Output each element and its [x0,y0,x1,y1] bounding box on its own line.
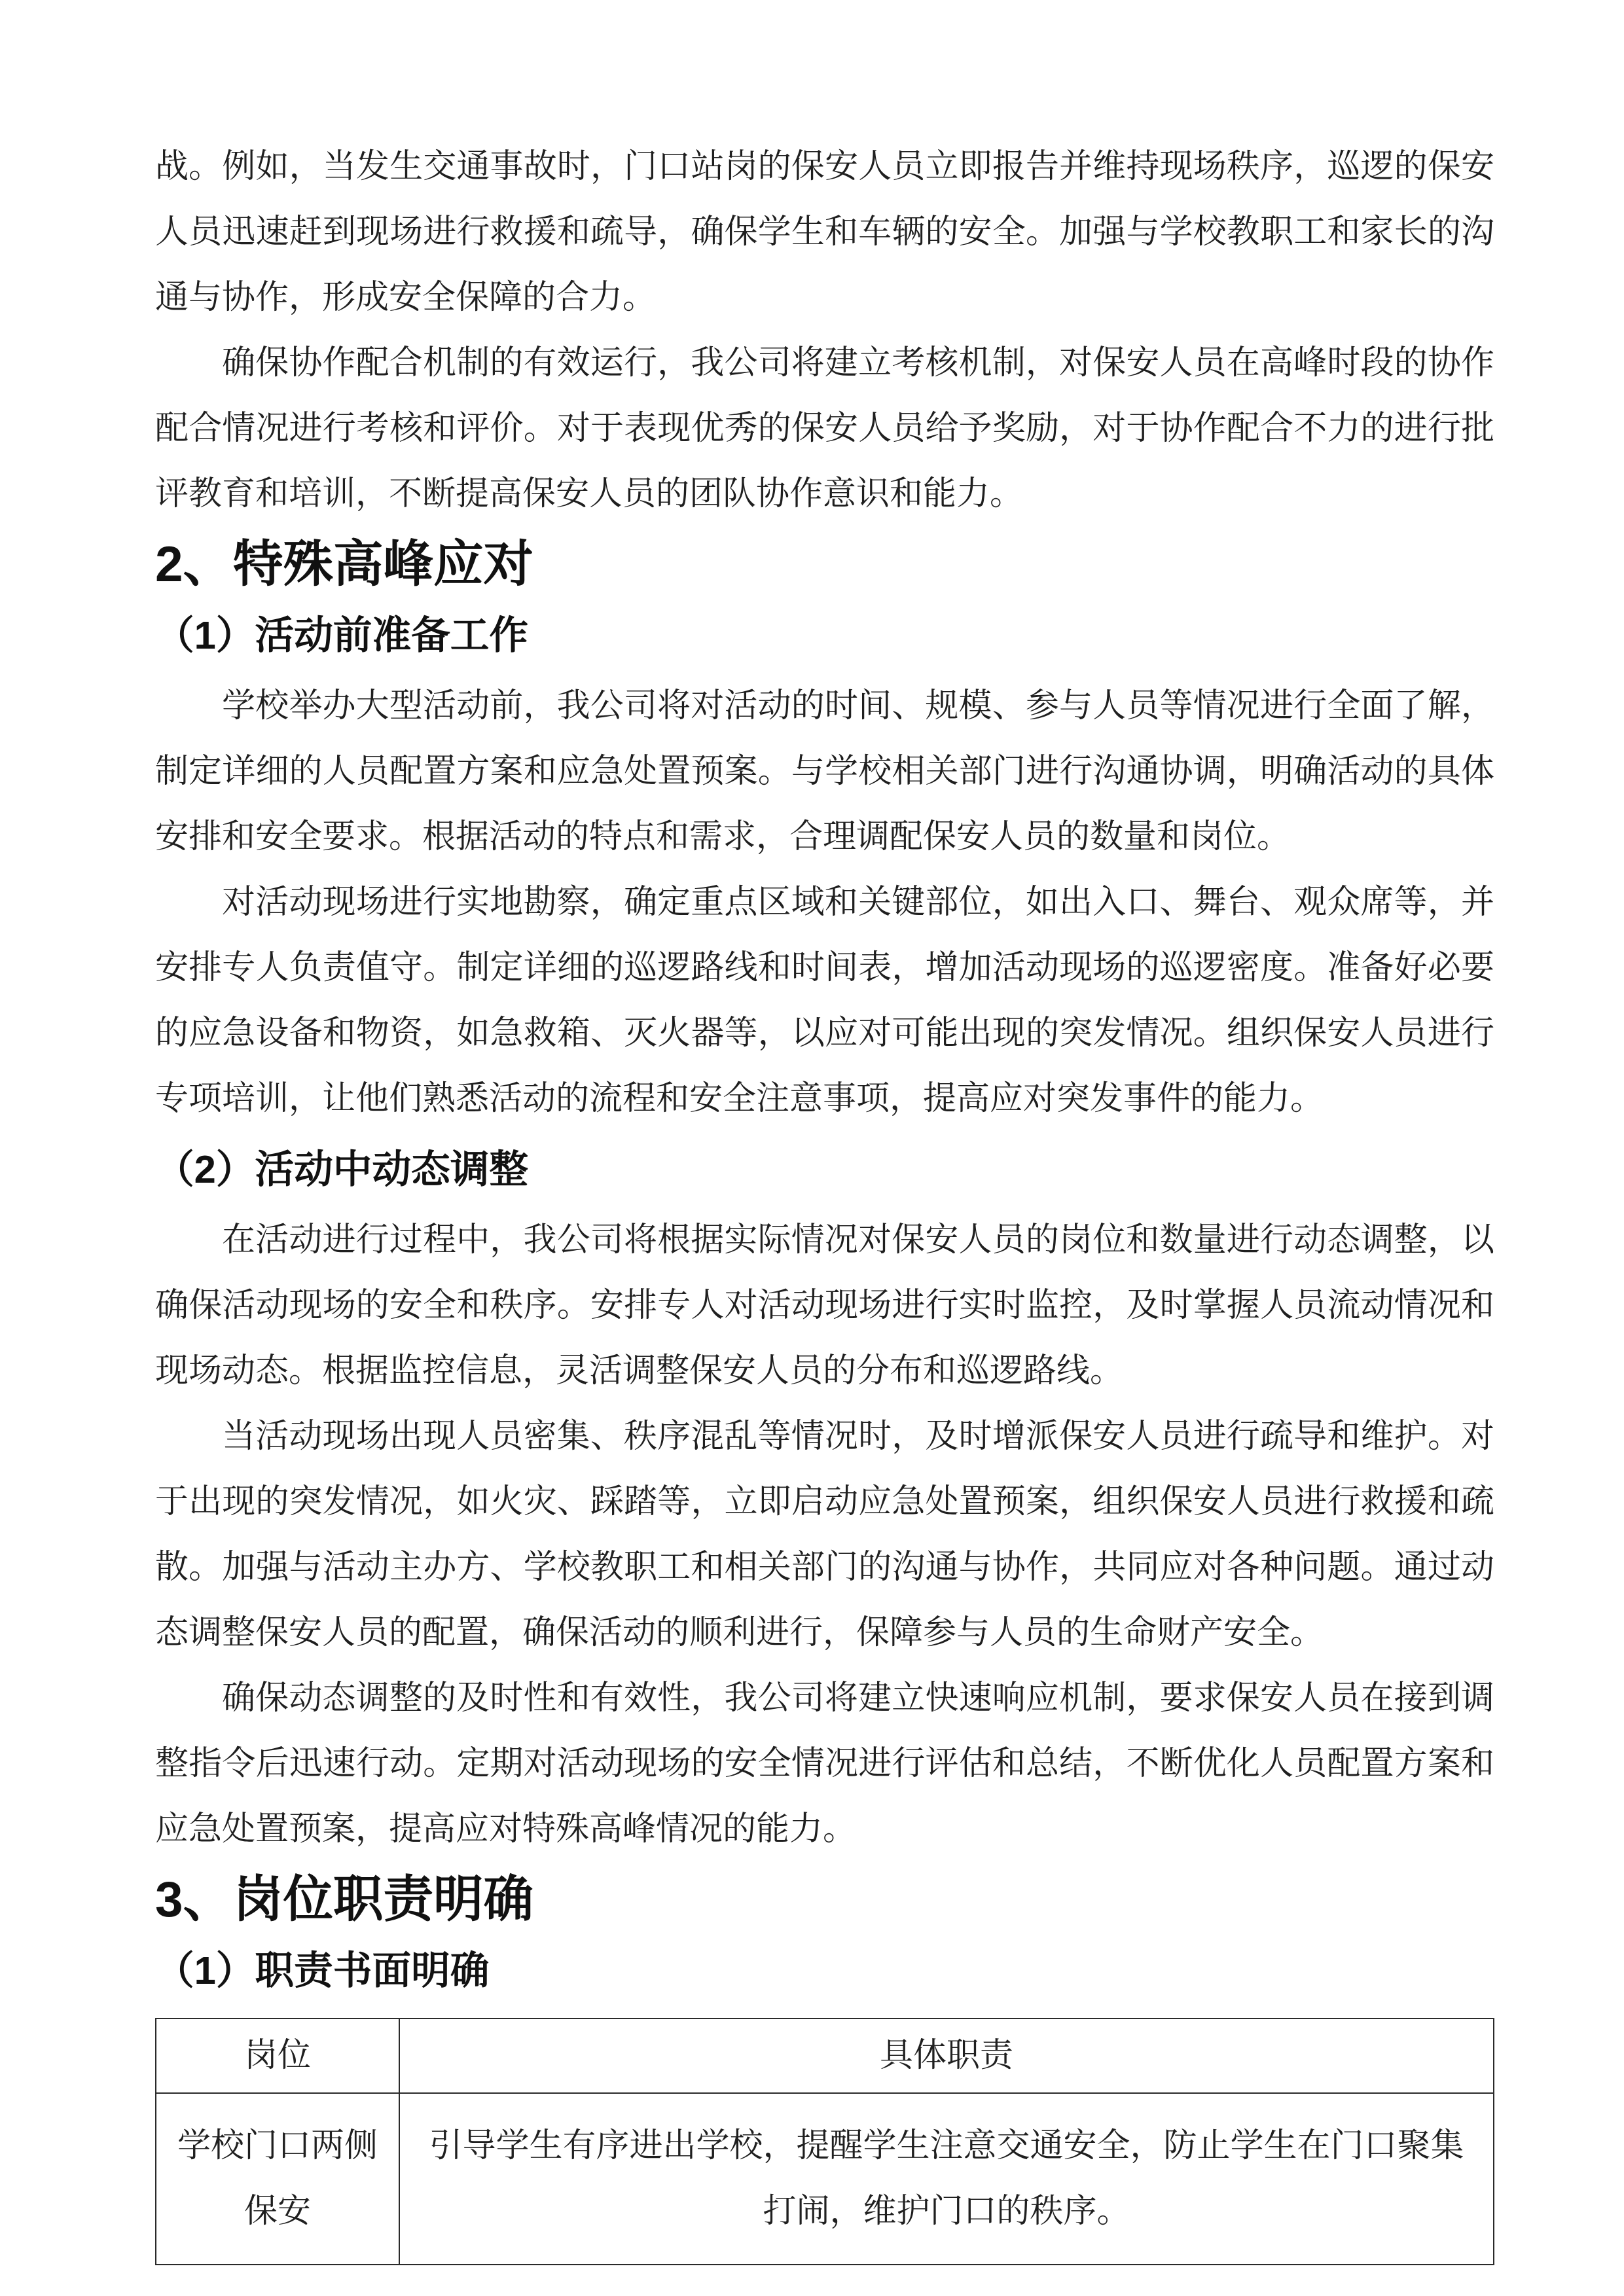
subsection-heading-dynamic-adjust: （2）活动中动态调整 [155,1147,529,1191]
paragraph-continuation: 战。例如，当发生交通事故时，门口站岗的保安人员立即报告并维持现场秩序，巡逻的保安人员迅速赶到现场进行救援和疏导，确保学生和车辆的安全。加强与学校教职工和家长的沟通与协作，形成安全保障的合力。 [155,149,1494,316]
duty-table-header-row [156,2018,1494,2093]
paragraph-dynamic-emergency: 当活动现场出现人员密集、秩序混乱等情况时，及时增派保安人员进行疏导和维护。对于出现的突发情况，如火灾、踩踏等，立即启动应急处置预案，组织保安人员进行救援和疏散。加强与活动主办方、学校教职工和相关部门的沟通与协作，共同应对各种问题。通过动态调整保安人员的配置，确保活动的顺利进行，保障参与人员的生命财产安全。 [155,1418,1494,1651]
paragraph-pre-activity-survey: 对活动现场进行实地勘察，确定重点区域和关键部位，如出入口、舞台、观众席等，并安排专人负责值守。制定详细的巡逻路线和时间表，增加活动现场的巡逻密度。准备好必要的应急设备和物资，如急救箱、灭火器等，以应对可能出现的突发情况。组织保安人员进行专项培训，让他们熟悉活动的流程和安全注意事项，提高应对突发事件的能力。 [155,884,1494,1117]
duty-table [155,2018,1494,2265]
paragraph-assessment-mechanism: 确保协作配合机制的有效运行，我公司将建立考核机制，对保安人员在高峰时段的协作配合情况进行考核和评价。对于表现优秀的保安人员给予奖励，对于协作配合不力的进行批评教育和培训，不断提高保安人员的团队协作意识和能力。 [155,345,1494,512]
subsection-heading-pre-activity: （1）活动前准备工作 [155,613,529,657]
paragraph-pre-activity-planning: 学校举办大型活动前，我公司将对活动的时间、规模、参与人员等情况进行全面了解，制定详细的人员配置方案和应急处置预案。与学校相关部门进行沟通协调，明确活动的具体安排和安全要求。根据活动的特点和需求，合理调配保安人员的数量和岗位。 [155,688,1494,855]
section-heading-duty: 3、岗位职责明确 [155,1872,534,1928]
duty-table-row [156,2093,1494,2265]
section-heading-special-peak: 2、特殊高峰应对 [155,537,534,592]
table-cell-duty: 引导学生有序进出学校，提醒学生注意交通安全，防止学生在门口聚集打闹，维护门口的秩序。 [399,2093,1494,2265]
paragraph-dynamic-response: 确保动态调整的及时性和有效性，我公司将建立快速响应机制，要求保安人员在接到调整指令后迅速行动。定期对活动现场的安全情况进行评估和总结，不断优化人员配置方案和应急处置预案，提高应对特殊高峰情况的能力。 [155,1680,1494,1848]
table-header-post: 岗位 [156,2018,399,2093]
table-cell-post: 学校门口两侧保安 [156,2093,399,2265]
paragraph-dynamic-monitoring: 在活动进行过程中，我公司将根据实际情况对保安人员的岗位和数量进行动态调整，以确保活动现场的安全和秩序。安排专人对活动现场进行实时监控，及时掌握人员流动情况和现场动态。根据监控信息，灵活调整保安人员的分布和巡逻路线。 [155,1222,1494,1390]
table-header-duty: 具体职责 [399,2018,1494,2093]
subsection-heading-duty-written: （1）职责书面明确 [155,1948,490,1992]
